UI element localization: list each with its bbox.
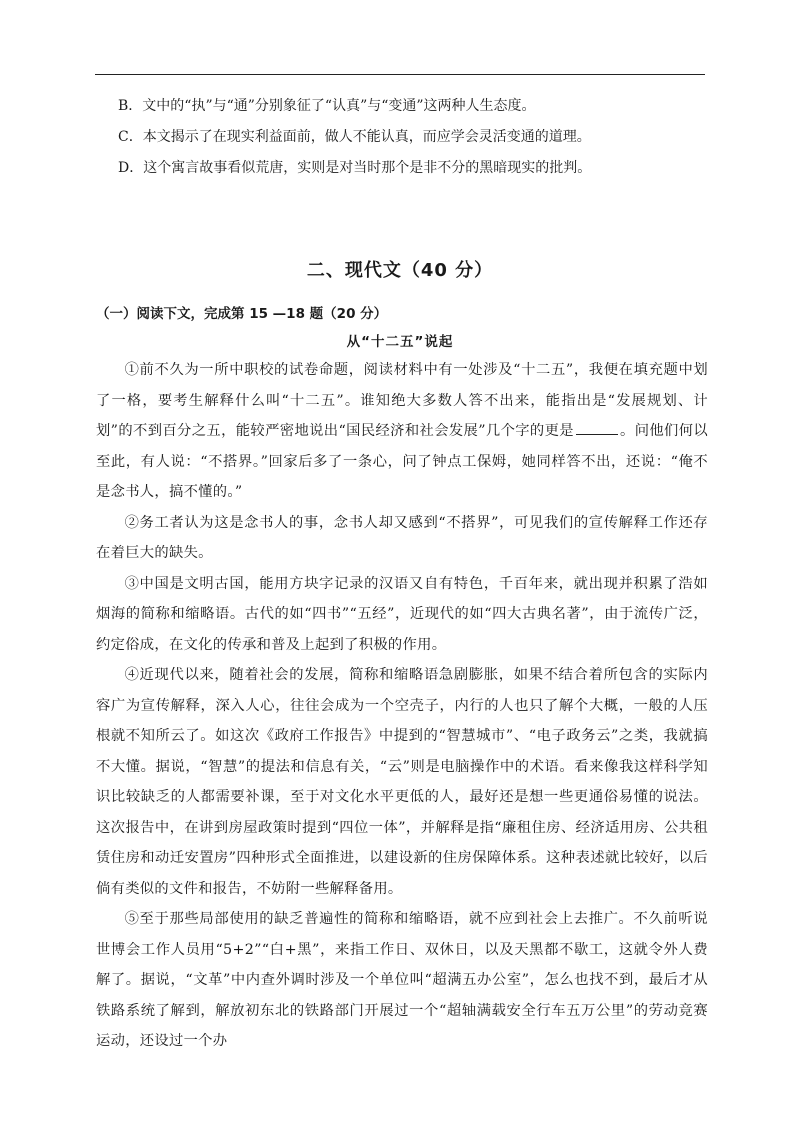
- option-b: B．文中的“执”与“通”分别象征了“认真”与“变通”这两种人生态度。: [118, 98, 536, 114]
- option-d: D．这个寓言故事看似荒唐，实则是对当时那个是非不分的黑暗现实的批判。: [118, 160, 592, 176]
- answer-options: [118, 96, 718, 189]
- paragraph-5: ⑤至于那些局部使用的缺乏普遍性的简称和缩略语，就不应到社会上去推广。不久前听说世博会工作人员用“5+2”“白+黑”，来指工作日、双休日，以及天黑都不歇工，这就令外人费解了。据说，“文革”中内查外调时涉及一个单位叫“超满五办公室”，怎么也找不到，最后才从铁路系统了解到，解放初东北的铁路部门开展过一个“超轴满载安全行车五万公里”的劳动竞赛运动，还设过一个办: [96, 911, 708, 1049]
- option-c: C．本文揭示了在现实利益面前，做人不能认真，而应学会灵活变通的道理。: [118, 129, 591, 145]
- paragraph-3: ③中国是文明古国，能用方块字记录的汉语又自有特色，千百年来，就出现并积累了浩如烟海的简称和缩略语。古代的如“四书”“五经”，近现代的如“四大古典名著”，由于流传广泛，约定俗成，在文化的传承和普及上起到了积极的作用。: [96, 575, 708, 653]
- fill-in-blank: [576, 420, 618, 435]
- top-divider: [95, 74, 705, 75]
- paragraph-1-text-b: 。问他们何以至此，有人说：“不搭界。”回家后多了一条心，问了钟点工保姆，她同样答不出，还说：“俺不是念书人，搞不懂的。”: [96, 423, 708, 500]
- article-title: 从“十二五”说起: [346, 334, 454, 350]
- question-instruction: （一）阅读下文，完成第 15 —18 题（20 分）: [96, 306, 388, 322]
- section-heading: 二、现代文（40 分）: [306, 260, 494, 281]
- paragraph-2: ②务工者认为这是念书人的事，念书人却又感到“不搭界”，可见我们的宣传解释工作还存在着巨大的缺失。: [96, 514, 708, 561]
- paragraph-1-text-a: ①前不久为一所中职校的试卷命题，阅读材料中有一处涉及“十二五”，我便在填充题中划了一格，要考生解释什么叫“十二五”。谁知绝大多数人答不出来，能指出是“发展规划、计划”的不到百分之五，能较严密地说出“国民经济和社会发展”几个字的更是: [96, 362, 708, 439]
- paragraph-1: [96, 355, 708, 508]
- paragraph-4: ④近现代以来，随着社会的发展，简称和缩略语急剧膨胀，如果不结合着所包含的实际内容广为宣传解释，深入人心，往往会成为一个空壳子，内行的人也只了解个大概，一般的人压根就不知所云了。如这次《政府工作报告》中提到的“智慧城市”、“电子政务云”之类，我就搞不大懂。据说，“智慧”的提法和信息有关，“云”则是电脑操作中的术语。看来像我这样科学知识比较缺乏的人都需要补课，至于对文化水平更低的人，最好还是想一些更通俗易懂的说法。这次报告中，在讲到房屋政策时提到“四位一体”，并解释是指“廉租住房、经济适用房、公共租赁住房和动迁安置房”四种形式全面推进，以建设新的住房保障体系。这种表述就比较好，以后倘有类似的文件和报告，不妨附一些解释备用。: [96, 667, 708, 897]
- article-body: [96, 355, 708, 1057]
